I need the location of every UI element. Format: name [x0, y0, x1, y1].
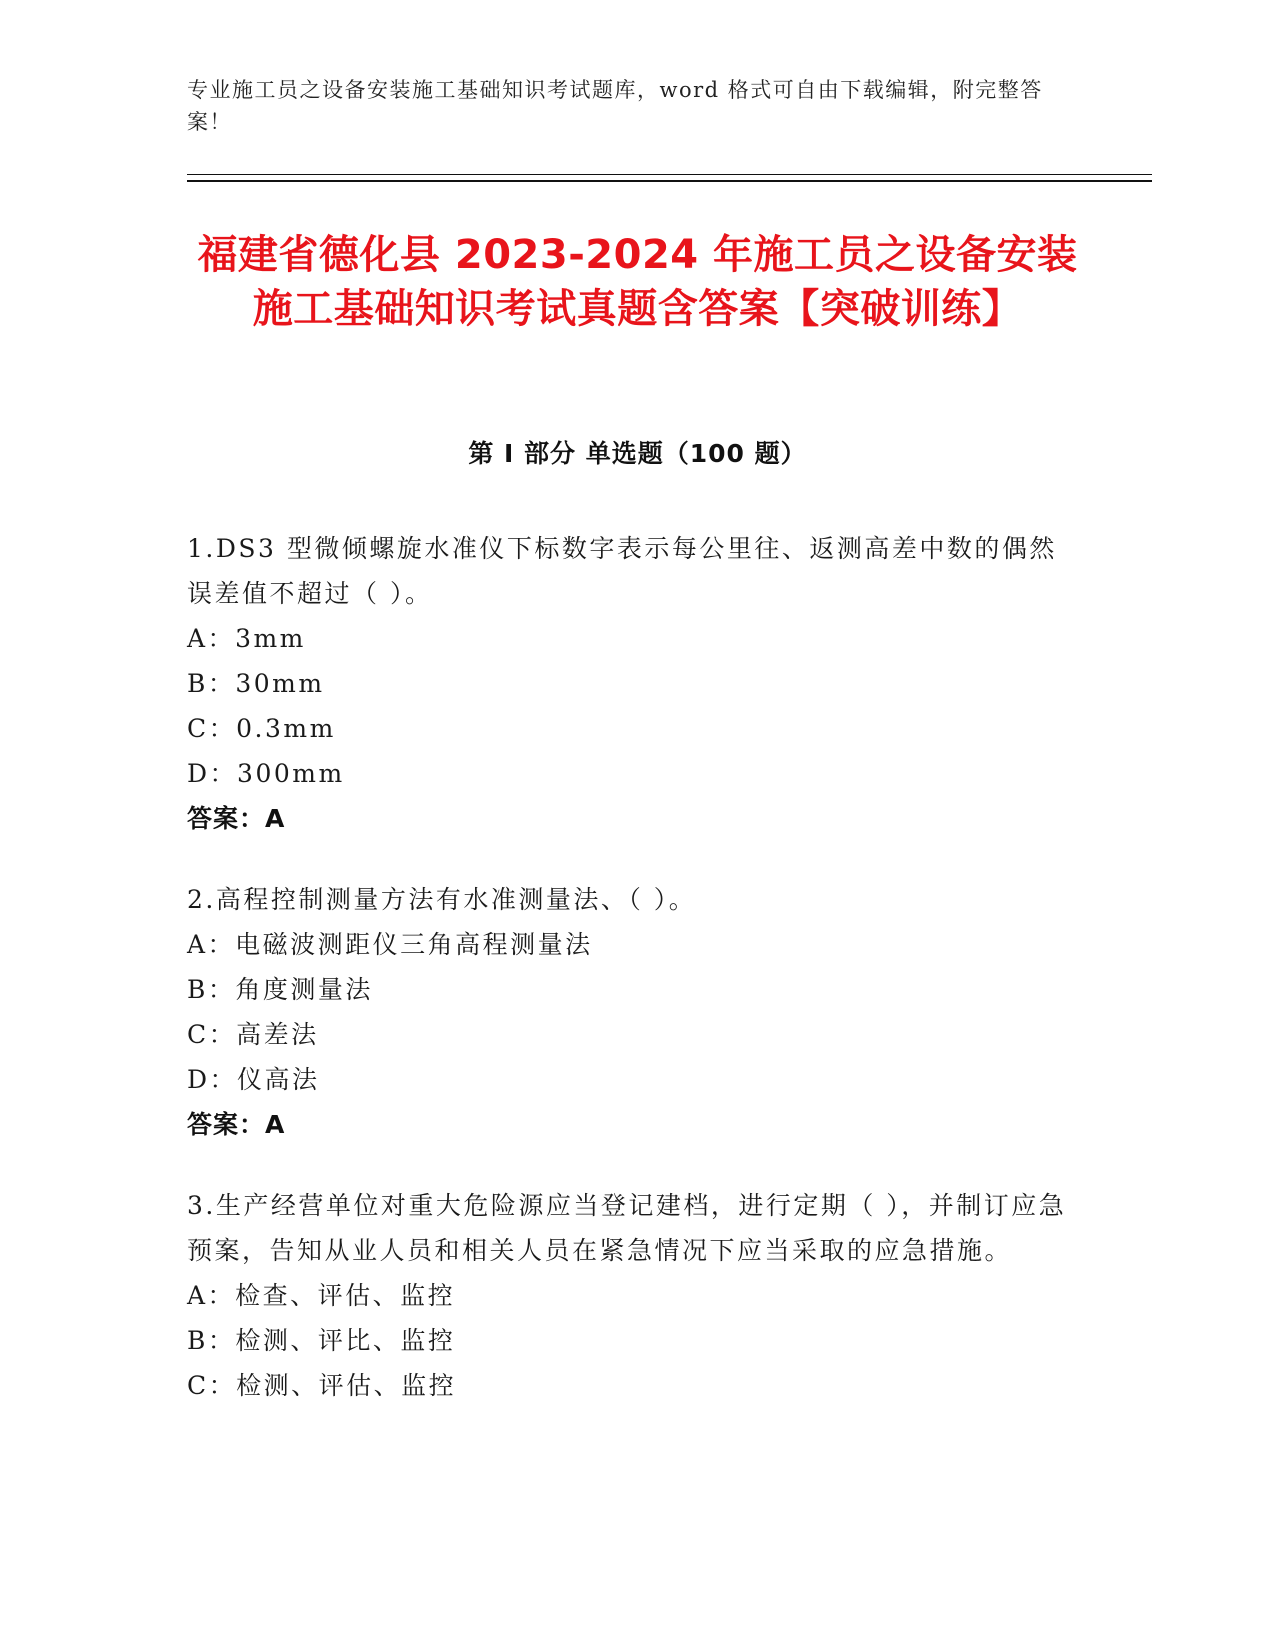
option-text: 检测、评比、监控	[235, 1326, 456, 1355]
option-key: C：	[187, 714, 237, 743]
header-rule-thin	[187, 174, 1152, 175]
option-d	[187, 1057, 1067, 1102]
option-key: D：	[187, 759, 238, 788]
option-b	[187, 661, 1067, 706]
header-rule-thick	[187, 180, 1152, 182]
option-key: B：	[187, 669, 236, 698]
option-text: 高差法	[236, 1020, 319, 1049]
option-key: A：	[187, 1281, 236, 1310]
section-heading: 第 I 部分 单选题（100 题）	[468, 439, 807, 468]
option-text: 300mm	[237, 759, 345, 788]
answer-line: 答案：A	[187, 804, 286, 833]
option-c	[187, 1363, 1067, 1408]
option-text: 3mm	[235, 624, 306, 653]
option-text: 仪高法	[237, 1065, 320, 1094]
option-c	[187, 1012, 1067, 1057]
option-text: 角度测量法	[235, 975, 373, 1004]
option-b	[187, 1318, 1067, 1363]
option-text: 0.3mm	[236, 714, 336, 743]
question-2	[187, 877, 1067, 1147]
option-key: B：	[187, 975, 236, 1004]
option-key: C：	[187, 1020, 237, 1049]
option-a	[187, 1273, 1067, 1318]
option-key: B：	[187, 1326, 236, 1355]
document-title: 福建省德化县 2023-2024 年施工员之设备安装施工基础知识考试真题含答案【突破训练】	[197, 232, 1078, 332]
header-note: 专业施工员之设备安装施工基础知识考试题库，word 格式可自由下载编辑，附完整答案！	[187, 78, 1043, 134]
option-text: 检查、评估、监控	[235, 1281, 456, 1310]
option-text: 30mm	[235, 669, 325, 698]
question-3	[187, 1183, 1067, 1408]
option-text: 电磁波测距仪三角高程测量法	[235, 930, 593, 959]
option-key: A：	[187, 624, 236, 653]
option-key: D：	[187, 1065, 238, 1094]
question-stem: 2.高程控制测量方法有水准测量法、（ ）。	[187, 885, 697, 914]
answer-line: 答案：A	[187, 1110, 286, 1139]
option-b	[187, 967, 1067, 1012]
option-a	[187, 616, 1067, 661]
option-key: C：	[187, 1371, 237, 1400]
option-key: A：	[187, 930, 236, 959]
question-stem: 1.DS3 型微倾螺旋水准仪下标数字表示每公里往、返测高差中数的偶然误差值不超过（ ）。	[187, 534, 1057, 608]
question-list	[187, 526, 1067, 1408]
option-text: 检测、评估、监控	[236, 1371, 457, 1400]
option-c	[187, 706, 1067, 751]
option-a	[187, 922, 1067, 967]
question-1	[187, 526, 1067, 841]
question-stem: 3.生产经营单位对重大危险源应当登记建档，进行定期（ ），并制订应急预案，告知从业人员和相关人员在紧急情况下应当采取的应急措施。	[187, 1191, 1067, 1265]
option-d	[187, 751, 1067, 796]
